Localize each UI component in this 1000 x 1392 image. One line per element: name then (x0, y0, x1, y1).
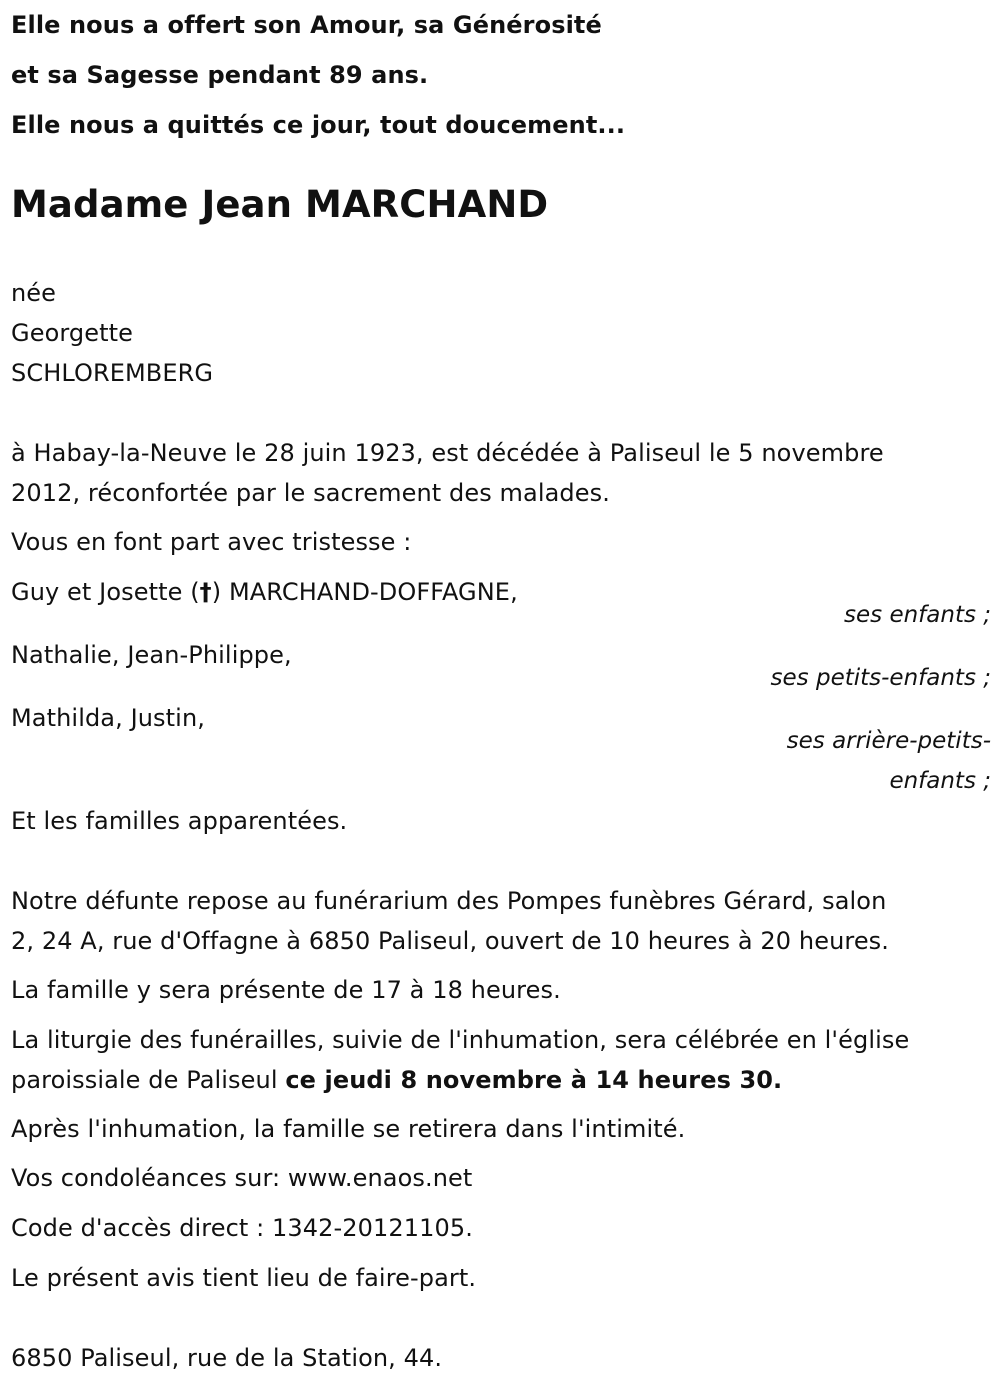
condolences-link: Vos condoléances sur: www.enaos.net (11, 1164, 473, 1192)
birth-death-line-1: à Habay-la-Neuve le 28 juin 1923, est décédée à Paliseul le 5 novembre (11, 439, 884, 467)
first-name: Georgette (11, 319, 133, 347)
children-names-before: Guy et Josette ( (11, 578, 200, 606)
funeral-rest-line-1: Notre défunte repose au funérarium des Pompes funèbres Gérard, salon (11, 887, 887, 915)
notice-text: Le présent avis tient lieu de faire-part. (11, 1264, 477, 1292)
liturgy-line-1: La liturgie des funérailles, suivie de l'inhumation, sera célébrée en l'église (11, 1026, 910, 1054)
deceased-name: Madame Jean MARCHAND (11, 183, 549, 226)
liturgy-line-2 (11, 1060, 782, 1100)
family-address: 6850 Paliseul, rue de la Station, 44. (11, 1344, 443, 1372)
family-greatgrandchildren-names: Mathilda, Justin, (11, 704, 205, 732)
nee-label: née (11, 279, 57, 307)
related-families: Et les familles apparentées. (11, 807, 348, 835)
birth-death-line-2: 2012, réconfortée par le sacrement des malades. (11, 479, 610, 507)
family-children-names (11, 572, 518, 612)
after-burial: Après l'inhumation, la famille se retirera dans l'intimité. (11, 1115, 686, 1143)
liturgy-date: ce jeudi 8 novembre à 14 heures 30. (285, 1066, 783, 1094)
funeral-rest-line-2: 2, 24 A, rue d'Offagne à 6850 Paliseul, ouvert de 10 heures à 20 heures. (11, 927, 890, 955)
access-code: Code d'accès direct : 1342-20121105. (11, 1214, 473, 1242)
intro-line-2: et sa Sagesse pendant 89 ans. (11, 61, 429, 89)
children-names-after: ) MARCHAND-DOFFAGNE, (211, 578, 518, 606)
family-children-relation: ses enfants ; (844, 602, 991, 628)
cross-icon: † (199, 578, 212, 606)
intro-line-3: Elle nous a quittés ce jour, tout doucement... (11, 111, 626, 139)
family-presence: La famille y sera présente de 17 à 18 heures. (11, 976, 561, 1004)
maiden-name: SCHLOREMBERG (11, 359, 214, 387)
family-grandchildren-relation: ses petits-enfants ; (770, 665, 991, 691)
liturgy-place: paroissiale de Paliseul (11, 1066, 286, 1094)
intro-line-1: Elle nous a offert son Amour, sa Générosité (11, 11, 602, 39)
family-grandchildren-names: Nathalie, Jean-Philippe, (11, 641, 292, 669)
family-greatgrandchildren-relation-1: ses arrière-petits- (786, 728, 991, 754)
family-greatgrandchildren-relation-2: enfants ; (889, 768, 991, 794)
announce-text: Vous en font part avec tristesse : (11, 528, 412, 556)
